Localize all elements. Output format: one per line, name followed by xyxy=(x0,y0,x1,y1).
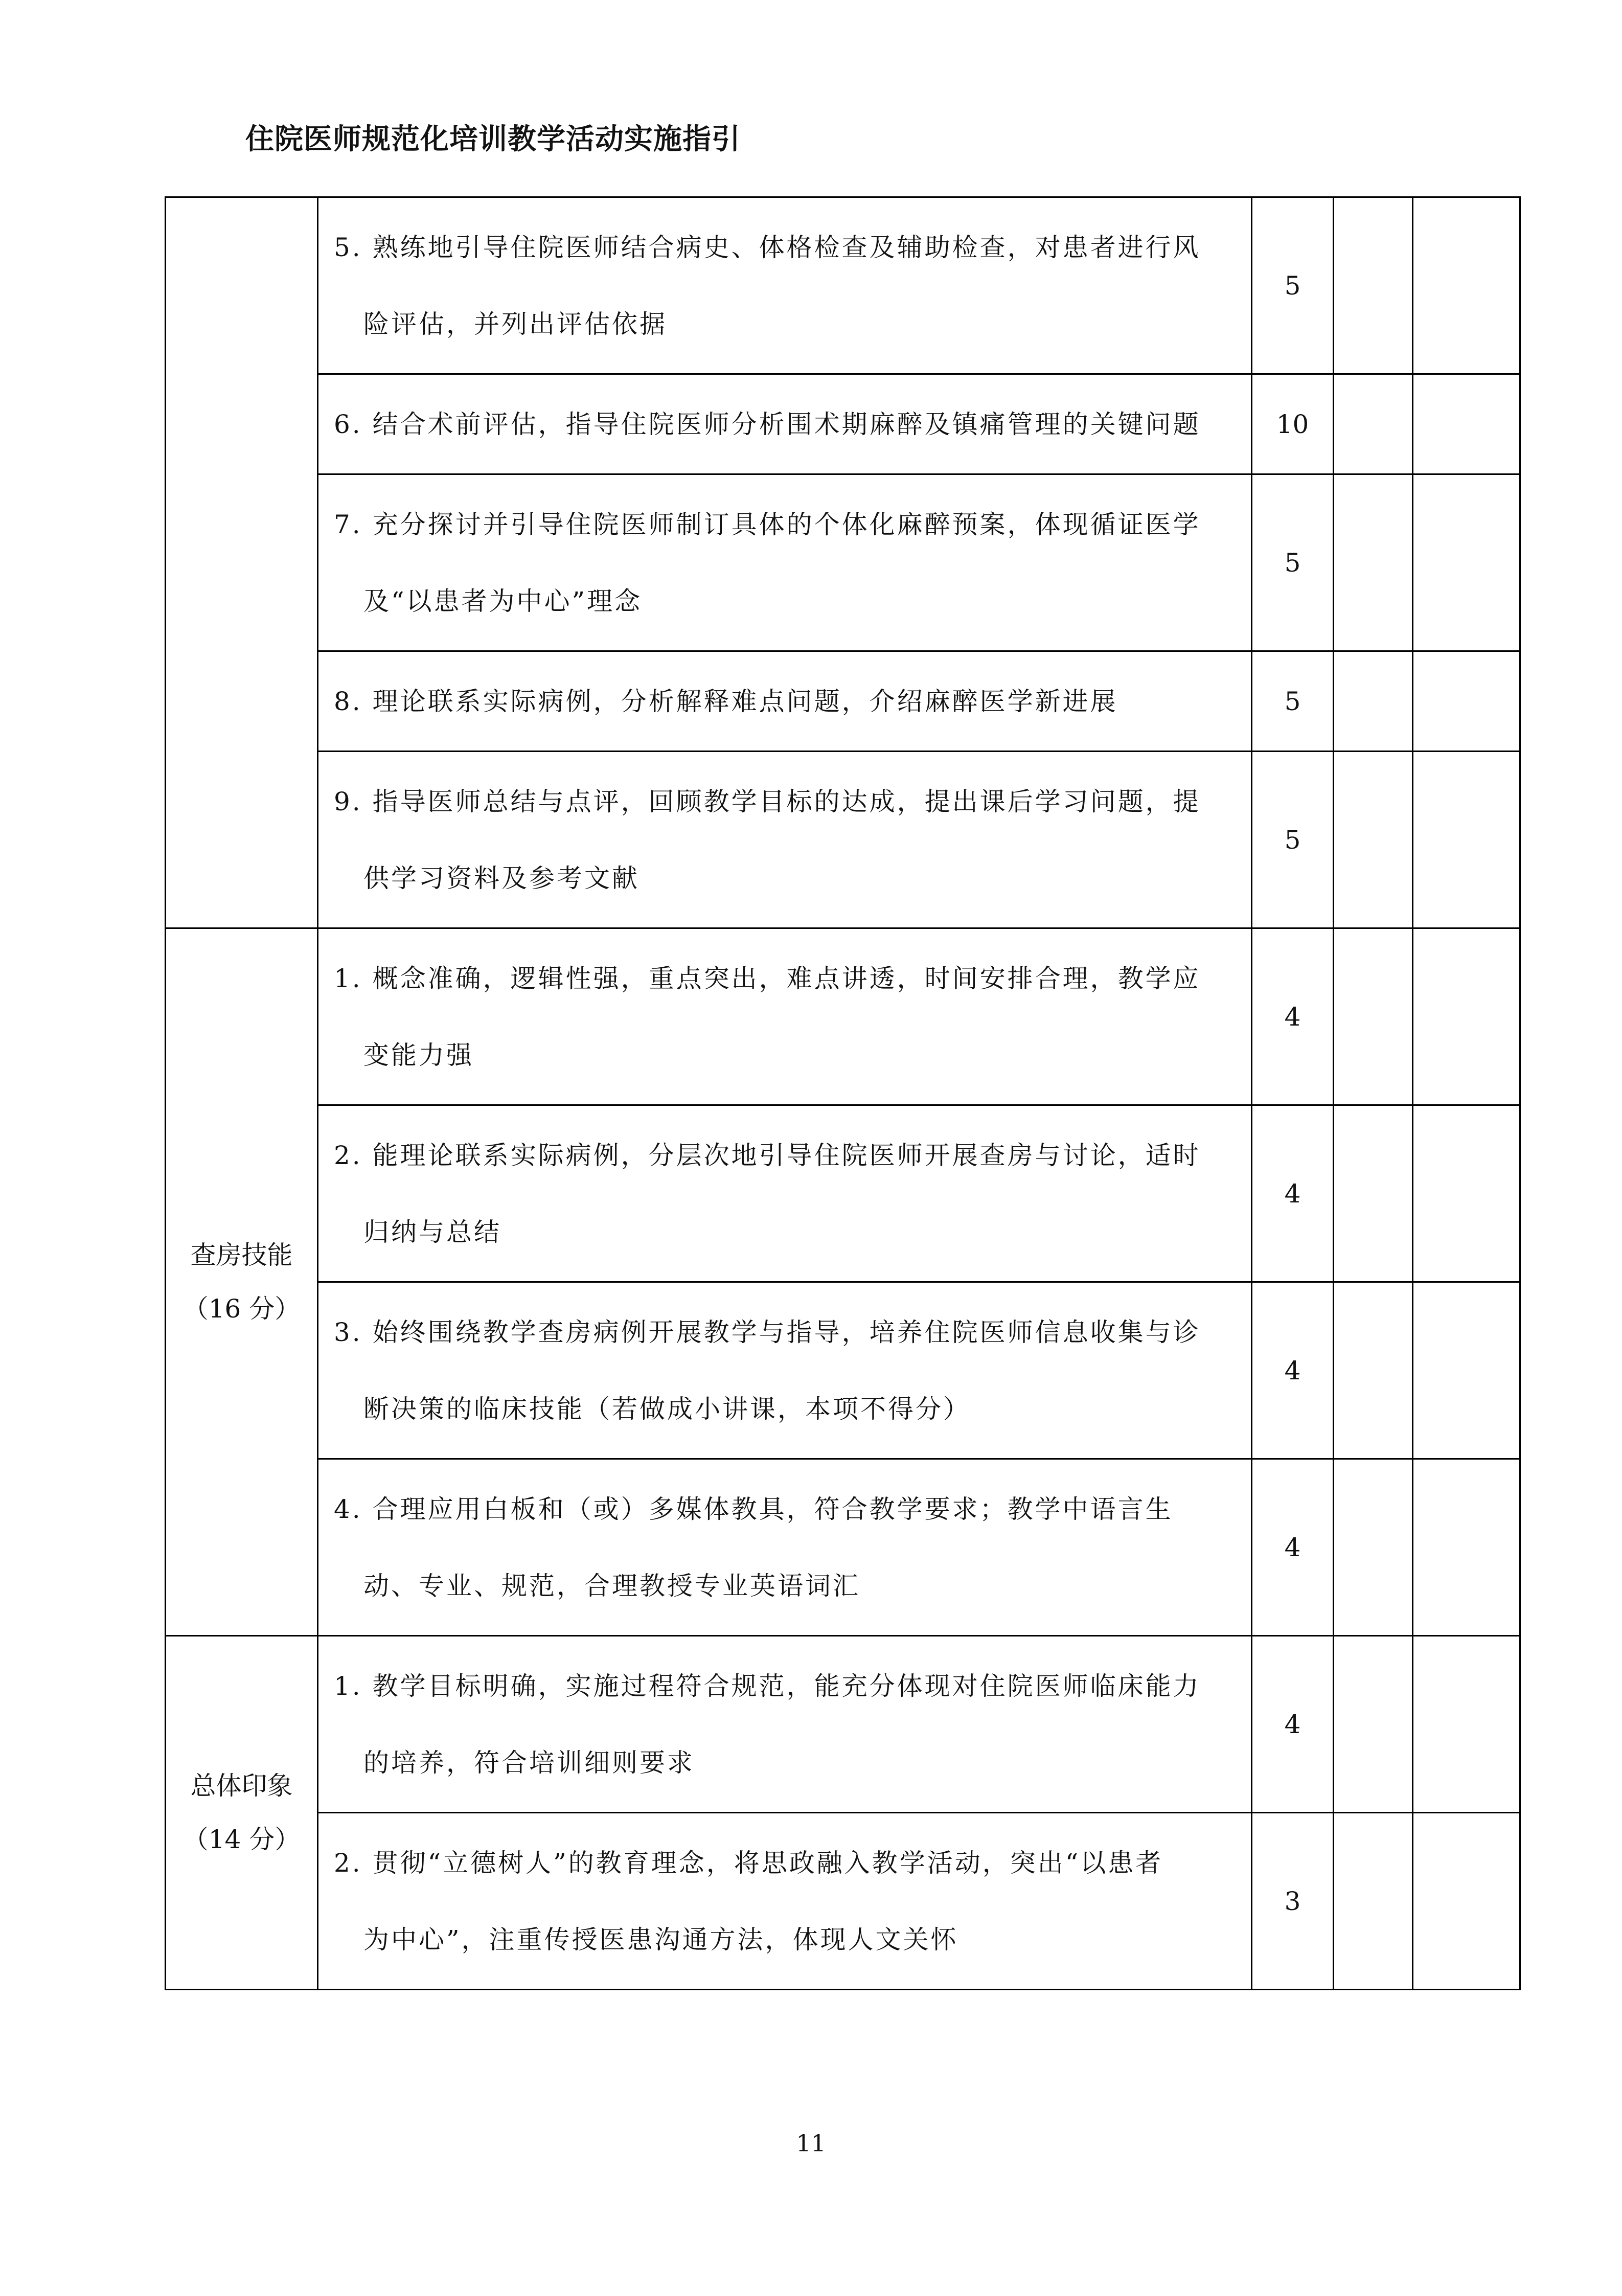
empty-score-cell xyxy=(1334,1636,1413,1813)
empty-score-cell xyxy=(1334,474,1413,651)
scoring-table xyxy=(165,196,1521,1990)
empty-score-cell xyxy=(1334,1813,1413,1990)
criterion-text: 6. 结合术前评估，指导住院医师分析围术期麻醉及镇痛管理的关键问题 xyxy=(334,409,1201,439)
criterion-text-continued: 的培养，符合培训细则要求 xyxy=(363,1747,695,1778)
empty-score-cell xyxy=(1334,197,1413,374)
empty-remark-cell xyxy=(1413,374,1520,474)
category-cell-rounds-skill xyxy=(166,928,318,1636)
table-row xyxy=(166,1636,1520,1813)
category-cell-continued xyxy=(166,197,318,928)
criterion-text: 4. 合理应用白板和（或）多媒体教具，符合教学要求；教学中语言生 xyxy=(334,1494,1173,1524)
criterion-text: 8. 理论联系实际病例，分析解释难点问题，介绍麻醉医学新进展 xyxy=(334,686,1118,716)
score-cell: 4 xyxy=(1252,1636,1334,1813)
category-cell-overall-impression xyxy=(166,1636,318,1990)
criterion-text: 3. 始终围绕教学查房病例开展教学与指导，培养住院医师信息收集与诊 xyxy=(334,1317,1201,1347)
empty-remark-cell xyxy=(1413,1813,1520,1990)
page-header-title: 住院医师规范化培训教学活动实施指引 xyxy=(245,123,741,156)
category-points: （16 分） xyxy=(182,1293,301,1324)
empty-score-cell xyxy=(1334,1105,1413,1282)
criterion-cell xyxy=(318,752,1252,928)
category-name: 总体印象 xyxy=(190,1770,293,1801)
empty-remark-cell xyxy=(1413,928,1520,1105)
criterion-text-continued: 断决策的临床技能（若做成小讲课，本项不得分） xyxy=(363,1394,971,1424)
empty-score-cell xyxy=(1334,374,1413,474)
criterion-text-continued: 供学习资料及参考文献 xyxy=(363,863,639,893)
criterion-text: 1. 教学目标明确，实施过程符合规范，能充分体现对住院医师临床能力 xyxy=(334,1671,1201,1701)
criterion-text-continued: 及“以患者为中心”理念 xyxy=(363,586,643,616)
table-row xyxy=(166,374,1520,474)
table-row xyxy=(166,1813,1520,1990)
empty-remark-cell xyxy=(1413,1636,1520,1813)
criterion-text: 5. 熟练地引导住院医师结合病史、体格检查及辅助检查，对患者进行风 xyxy=(334,232,1201,262)
score-cell: 4 xyxy=(1252,1282,1334,1459)
criterion-cell xyxy=(318,474,1252,651)
criterion-text-continued: 为中心”，注重传授医患沟通方法，体现人文关怀 xyxy=(363,1924,958,1954)
table-row xyxy=(166,474,1520,651)
score-cell: 10 xyxy=(1252,374,1334,474)
criterion-text-continued: 归纳与总结 xyxy=(363,1217,501,1247)
empty-remark-cell xyxy=(1413,474,1520,651)
score-cell: 4 xyxy=(1252,1105,1334,1282)
criterion-text: 9. 指导医师总结与点评，回顾教学目标的达成，提出课后学习问题，提 xyxy=(334,786,1201,816)
score-cell: 5 xyxy=(1252,651,1334,752)
page-number: 11 xyxy=(796,2129,826,2157)
empty-score-cell xyxy=(1334,752,1413,928)
criterion-cell xyxy=(318,1459,1252,1636)
criterion-text: 7. 充分探讨并引导住院医师制订具体的个体化麻醉预案，体现循证医学 xyxy=(334,509,1201,539)
criterion-text: 1. 概念准确，逻辑性强，重点突出，难点讲透，时间安排合理，教学应 xyxy=(334,963,1201,993)
empty-remark-cell xyxy=(1413,197,1520,374)
category-points: （14 分） xyxy=(182,1824,301,1854)
score-cell: 5 xyxy=(1252,752,1334,928)
category-name: 查房技能 xyxy=(190,1240,293,1270)
criterion-cell xyxy=(318,1813,1252,1990)
score-cell: 5 xyxy=(1252,197,1334,374)
criterion-text-continued: 变能力强 xyxy=(363,1040,474,1070)
empty-score-cell xyxy=(1334,1282,1413,1459)
table-row xyxy=(166,197,1520,374)
criterion-cell xyxy=(318,1282,1252,1459)
empty-remark-cell xyxy=(1413,1105,1520,1282)
criterion-text: 2. 能理论联系实际病例，分层次地引导住院医师开展查房与讨论，适时 xyxy=(334,1140,1201,1170)
criterion-cell xyxy=(318,374,1252,474)
empty-remark-cell xyxy=(1413,651,1520,752)
table-row xyxy=(166,1459,1520,1636)
score-cell: 5 xyxy=(1252,474,1334,651)
criterion-cell xyxy=(318,928,1252,1105)
empty-remark-cell xyxy=(1413,1459,1520,1636)
table-row xyxy=(166,1105,1520,1282)
table-row xyxy=(166,651,1520,752)
criterion-text-continued: 险评估，并列出评估依据 xyxy=(363,309,667,339)
criterion-text: 2. 贯彻“立德树人”的教育理念，将思政融入教学活动，突出“以患者 xyxy=(334,1848,1163,1878)
table-row xyxy=(166,1282,1520,1459)
table-row xyxy=(166,928,1520,1105)
empty-remark-cell xyxy=(1413,1282,1520,1459)
criterion-text-continued: 动、专业、规范，合理教授专业英语词汇 xyxy=(363,1571,860,1601)
empty-remark-cell xyxy=(1413,752,1520,928)
table-row xyxy=(166,752,1520,928)
criterion-cell xyxy=(318,1105,1252,1282)
empty-score-cell xyxy=(1334,651,1413,752)
empty-score-cell xyxy=(1334,928,1413,1105)
criterion-cell xyxy=(318,651,1252,752)
score-cell: 3 xyxy=(1252,1813,1334,1990)
criterion-cell xyxy=(318,197,1252,374)
empty-score-cell xyxy=(1334,1459,1413,1636)
score-cell: 4 xyxy=(1252,1459,1334,1636)
criterion-cell xyxy=(318,1636,1252,1813)
score-cell: 4 xyxy=(1252,928,1334,1105)
